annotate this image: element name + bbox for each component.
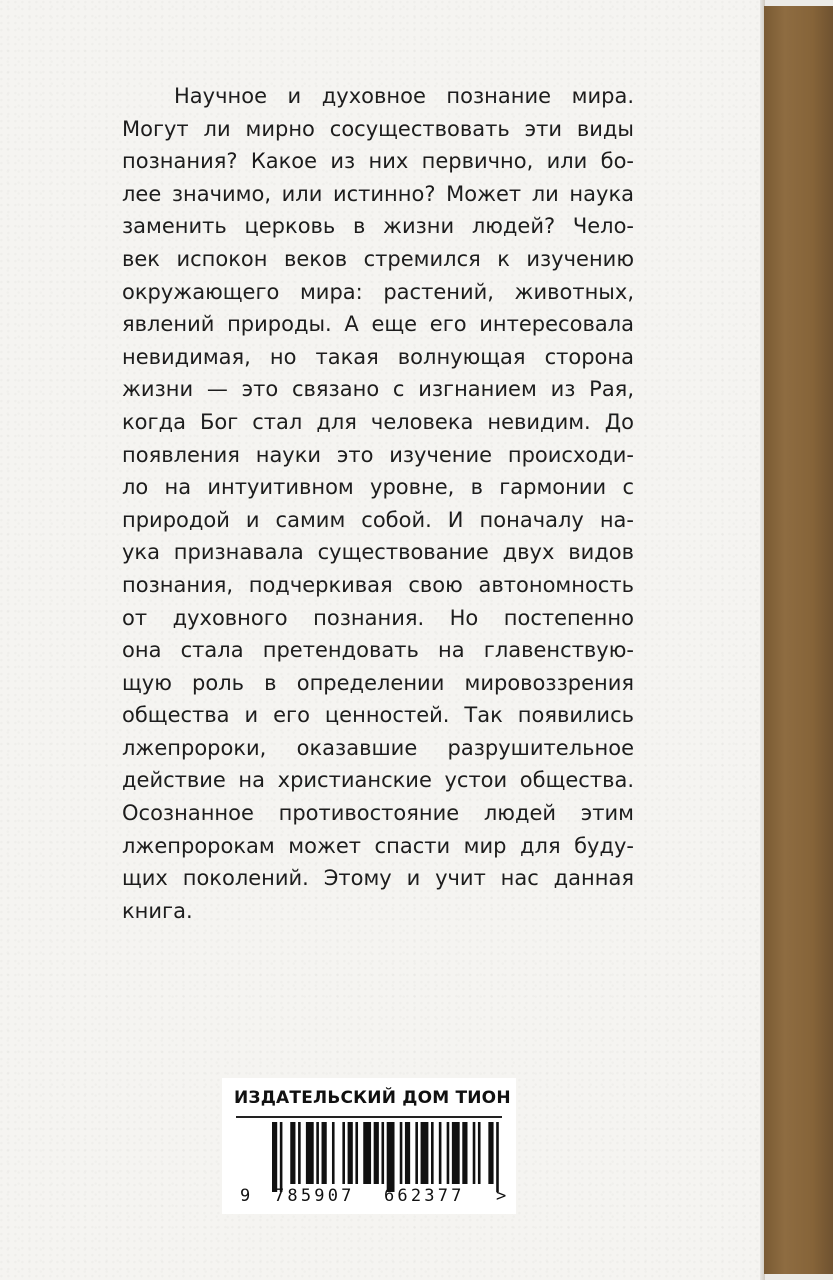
blurb-line: книга. <box>122 898 193 923</box>
barcode-label <box>222 1078 516 1214</box>
barcode-bar <box>381 1122 384 1184</box>
barcode-bar <box>452 1122 460 1184</box>
barcode-bar <box>348 1122 353 1184</box>
barcode-bar <box>478 1122 481 1184</box>
barcode-bar <box>387 1122 395 1192</box>
barcode-bar <box>306 1122 314 1184</box>
barcode-bar <box>447 1122 450 1184</box>
blurb-line: Осознанное противостояние людей этим <box>122 801 634 826</box>
blurb-line: познания, подчеркивая свою автономность <box>122 572 634 597</box>
barcode-bar <box>280 1122 283 1192</box>
barcode-bars <box>272 1122 504 1192</box>
barcode-bar <box>342 1122 345 1184</box>
blurb-line: действие на христианские устои общества. <box>122 768 634 793</box>
blurb-line: познания? Какое из них первично, или бо- <box>122 149 634 174</box>
barcode-bar <box>298 1122 301 1184</box>
publisher-underline <box>236 1116 502 1118</box>
blurb-line: общества и его ценностей. Так появились <box>122 703 634 728</box>
blurb-line: лжепророкам может спасти мир для буду- <box>122 833 634 858</box>
barcode-bar <box>439 1122 442 1184</box>
publisher-name: ИЗДАТЕЛЬСКИЙ ДОМ ТИОН <box>234 1088 511 1108</box>
blurb-line: появления науки это изучение происходи- <box>122 442 634 467</box>
blurb-line: она стала претендовать на главенствую- <box>122 638 634 663</box>
blurb-line: век испокон веков стремился к изучению <box>122 246 634 271</box>
blurb-line: от духовного познания. Но постепенно <box>122 605 634 630</box>
blurb-line: окружающего мира: растений, животных, <box>122 279 634 304</box>
blurb-line: ука признавала существование двух видов <box>122 540 634 565</box>
blurb-line: лее значимо, или истинно? Может ли наука <box>122 181 634 206</box>
blurb-line: невидимая, но такая волнующая сторона <box>122 344 634 369</box>
blurb-line: ло на интуитивном уровне, в гармонии с <box>122 475 634 500</box>
blurb-line: природой и самим собой. И поначалу на- <box>122 507 634 532</box>
barcode-bar <box>400 1122 403 1184</box>
barcode-bar <box>462 1122 467 1184</box>
barcode-bar <box>355 1122 358 1184</box>
barcode-bar <box>374 1122 379 1184</box>
blurb-line: щих поколений. Этому и учит нас данная <box>122 866 634 891</box>
blurb-line: Могут ли мирно сосуществовать эти виды <box>122 116 634 141</box>
barcode-bar <box>272 1122 277 1192</box>
blurb-text <box>122 80 634 927</box>
isbn-end-mark: > <box>496 1186 507 1206</box>
barcode-bar <box>332 1122 335 1184</box>
barcode-bar <box>415 1122 418 1184</box>
blurb-line: явлений природы. А еще его интересовала <box>122 312 634 337</box>
book-spine <box>764 6 833 1274</box>
barcode-bar <box>290 1122 295 1184</box>
blurb-line: Научное и духовное познание мира. <box>174 84 634 108</box>
isbn-left-group: 785907 <box>274 1186 355 1206</box>
barcode-bar <box>322 1122 327 1184</box>
blurb-line: заменить церковь в жизни людей? Чело- <box>122 214 634 239</box>
isbn-right-group: 662377 <box>384 1186 465 1206</box>
blurb-line: щую роль в определении мировоззрения <box>122 670 634 695</box>
barcode-bar <box>421 1122 429 1184</box>
barcode-bar <box>473 1122 476 1184</box>
barcode-bar <box>496 1122 499 1192</box>
barcode-bar <box>405 1122 410 1184</box>
isbn-first-digit: 9 <box>240 1186 251 1206</box>
barcode-bar <box>363 1122 371 1184</box>
barcode-bar <box>316 1122 319 1184</box>
barcode-bar <box>431 1122 434 1184</box>
blurb-line: когда Бог стал для человека невидим. До <box>122 409 634 434</box>
blurb-line: лжепророки, оказавшие разрушительное <box>122 735 634 760</box>
barcode-bar <box>488 1122 493 1184</box>
blurb-line: жизни — это связано с изгнанием из Рая, <box>122 377 634 402</box>
